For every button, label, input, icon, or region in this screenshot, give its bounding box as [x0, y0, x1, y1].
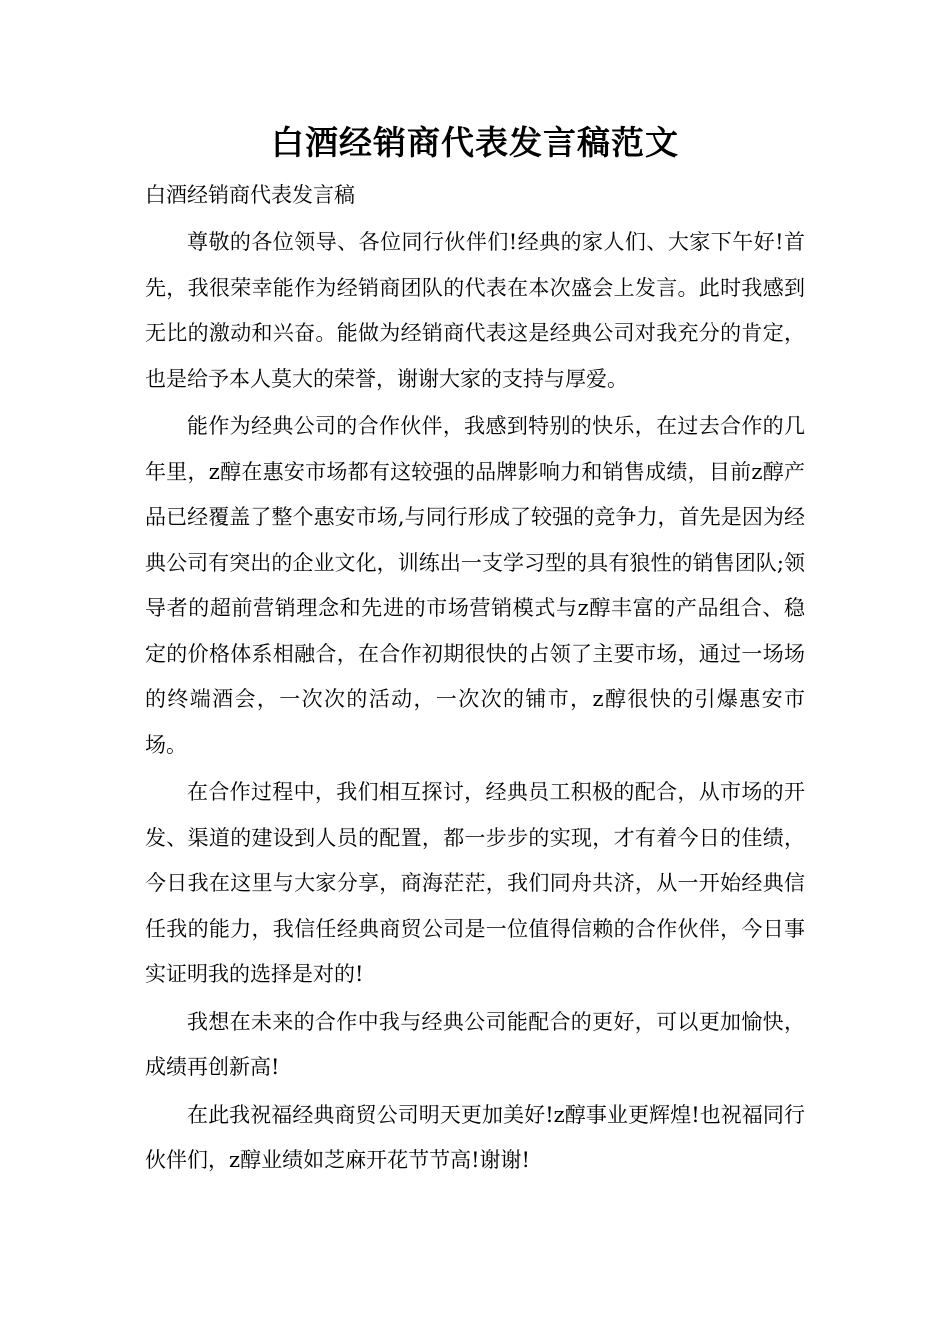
document-title: 白酒经销商代表发言稿范文 — [271, 123, 679, 162]
paragraph-3: 在合作过程中，我们相互探讨，经典员工积极的配合，从市场的开发、渠道的建设到人员的配置，都一步步的实现，才有着今日的佳绩，今日我在这里与大家分享，商海茫茫，我们同舟共济，从一开始经典信任我的能力，我信任经典商贸公司是一位值得信赖的合作伙伴，今日事实证明我的选择是对的! — [145, 780, 805, 986]
paragraph-5: 在此我祝福经典商贸公司明天更加美好!z醇事业更辉煌!也祝福同行伙伴们，z醇业绩如芝麻开花节节高!谢谢! — [145, 1102, 805, 1172]
document-subtitle: 白酒经销商代表发言稿 — [145, 183, 355, 207]
paragraph-4: 我想在未来的合作中我与经典公司能配合的更好，可以更加愉快，成绩再创新高! — [145, 1009, 805, 1079]
paragraph-2: 能作为经典公司的合作伙伴，我感到特别的快乐，在过去合作的几年里，z醇在惠安市场都有这较强的品牌影响力和销售成绩，目前z醇产品已经覆盖了整个惠安市场,与同行形成了较强的竞争力，首先是因为经典公司有突出的企业文化，训练出一支学习型的具有狼性的销售团队;领导者的超前营销理念和先进的市场营销模式与z醇丰富的产品组合、稳定的价格体系相融合，在合作初期很快的占领了主要市场，通过一场场的终端酒会，一次次的活动，一次次的铺市，z醇很快的引爆惠安市场。 — [145, 414, 805, 757]
paragraph-1: 尊敬的各位领导、各位同行伙伴们!经典的家人们、大家下午好!首先，我很荣幸能作为经销商团队的代表在本次盛会上发言。此时我感到无比的激动和兴奋。能做为经销商代表这是经典公司对我充分的肯定，也是给予本人莫大的荣誉，谢谢大家的支持与厚爱。 — [145, 230, 805, 391]
